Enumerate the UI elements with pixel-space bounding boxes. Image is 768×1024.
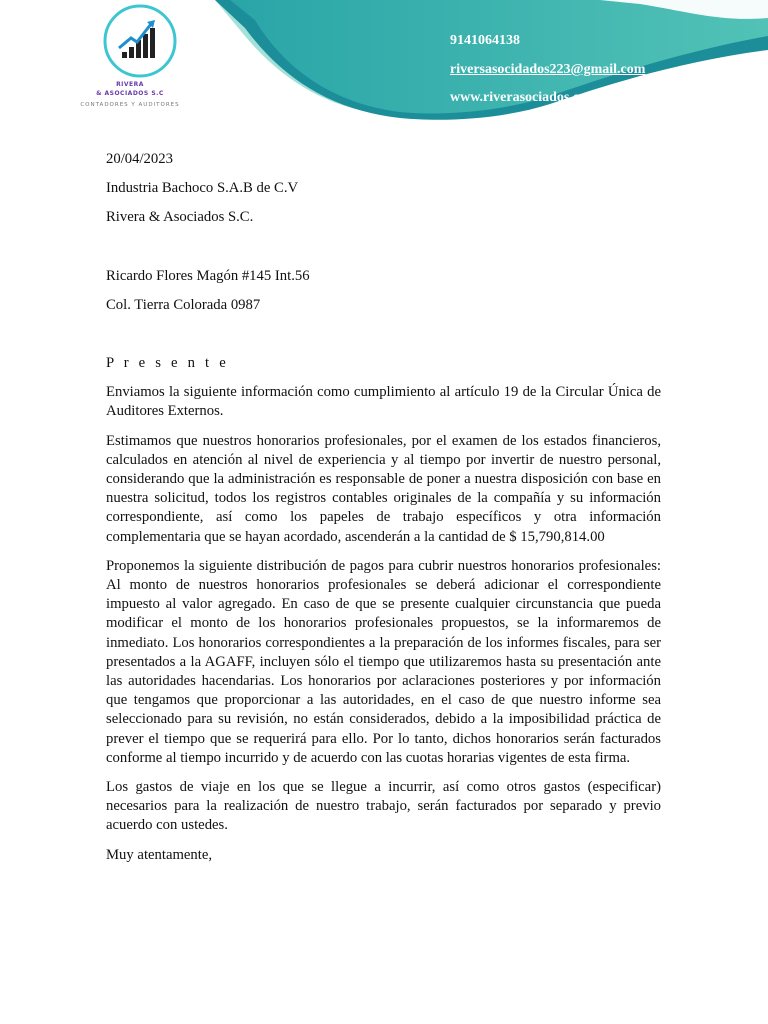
logo-name-line1: RIVERA	[116, 81, 144, 88]
letter-paragraph-1: Enviamos la siguiente información como cumplimiento al artículo 19 de la Circular Única de Auditores Externos.	[106, 384, 661, 420]
contact-phone: 9141064138	[450, 33, 520, 48]
letter-salutation: P r e s e n t e	[106, 355, 229, 372]
letter-address-line2: Col. Tierra Colorada 0987	[106, 296, 261, 313]
letterhead	[0, 0, 768, 122]
letter-paragraph-3: Proponemos la siguiente distribución de pagos para cubrir nuestros honorarios profesionales: Al monto de nuestros honorarios profesionales se deberá adicionar el correspondiente impuesto al valor agregado. En caso de que se presente cualquier circunstancia que pueda modificar el monto de los honorarios profesionales propuestos, se la informaremos de inmediato. Los honorarios correspondientes a la preparación de los informes fiscales, para ser presentados a la AGAFF, incluyen sólo el tiempo que utilizaremos hasta su presentación ante las autoridades hacendarias. Los honorarios por aclaraciones posteriores y por información que tengamos que proporcionar a las autoridades, en el caso de que nuestro informe sea seleccionado para su revisión, no están considerados, debido a la imposibilidad práctica de prever el tiempo que se requerirá para ello. Por lo tanto, dichos honorarios serán facturados conforme al tiempo incurrido y de acuerdo con las cuotas horarias vigentes de esta firma.	[106, 557, 661, 766]
company-logo	[62, 0, 198, 118]
contact-website[interactable]: www.riverasociados.com	[450, 90, 598, 105]
letter-address-line1: Ricardo Flores Magón #145 Int.56	[106, 267, 310, 284]
letter-paragraph-4: Los gastos de viaje en los que se llegue a incurrir, así como otros gastos (especificar) necesarios para la realización de nuestro trabajo, serán facturados por separado y previo acuerdo con ustedes.	[106, 779, 661, 834]
letter-sender: Rivera & Asociados S.C.	[106, 209, 254, 226]
letter-closing: Muy atentamente,	[106, 846, 213, 863]
contact-email-link[interactable]: riversasocidados223@gmail.com	[450, 62, 646, 77]
logo-tagline: CONTADORES Y AUDITORES	[80, 102, 180, 108]
letter-date: 20/04/2023	[106, 151, 173, 167]
letter-body	[106, 150, 661, 865]
logo-name-line2: & ASOCIADOS S.C	[96, 90, 164, 97]
letter-paragraph-2: Estimamos que nuestros honorarios profesionales, por el examen de los estados financieros, calculados en atención al nivel de experiencia y al tiempo por invertir de nuestro personal, considerando que la administración es responsable de poner a nuestra disposición con base en nuestra solicitud, todos los registros contables originales de la compañía y su información correspondiente, así como los papeles de trabajo específicos y otra información complementaria que se hayan acordado, ascenderán a la cantidad de $ 15,790,814.00	[106, 432, 661, 545]
growth-chart-icon	[103, 4, 177, 78]
letter-recipient: Industria Bachoco S.A.B de C.V	[106, 180, 299, 197]
